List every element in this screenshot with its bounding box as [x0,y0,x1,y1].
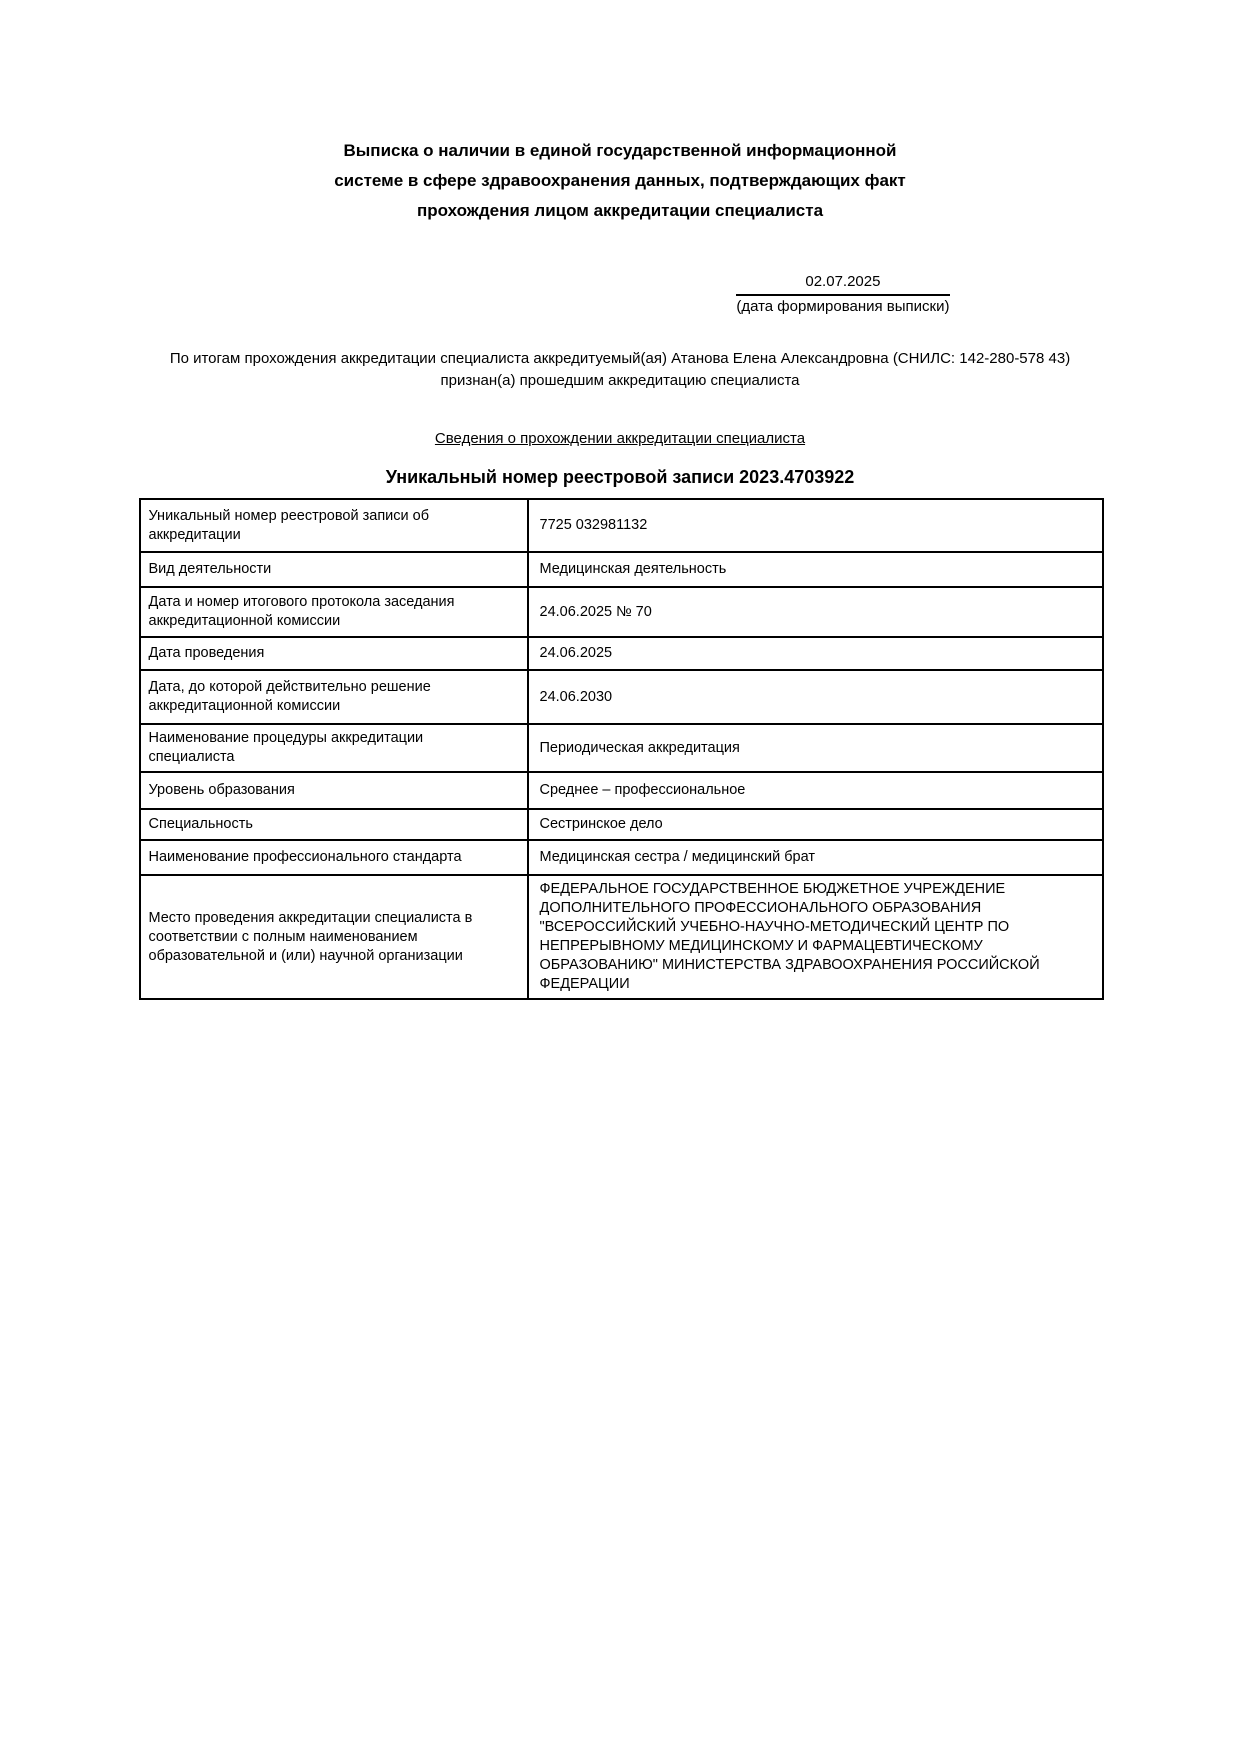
row-label-cell: Наименование профессионального стандарта [140,840,528,875]
row-value-cell: Среднее – профессиональное [528,772,1103,809]
table-row [140,840,1103,875]
formation-date-block [736,272,949,317]
accreditation-table [139,498,1104,1000]
table-row [140,809,1103,840]
table-row [140,670,1103,724]
document-title-line-3: прохождения лицом аккредитации специалиста [416,201,824,220]
accreditation-table-body [140,499,1103,999]
row-value-cell: Сестринское дело [528,809,1103,840]
document-content [139,136,1102,1000]
row-label-cell: Место проведения аккредитации специалиста в соответствии с полным наименованием образовательной и (или) научной организации [140,875,528,999]
row-label-cell: Уровень образования [140,772,528,809]
formation-date-value: 02.07.2025 [736,272,949,296]
row-value-cell: Медицинская деятельность [528,552,1103,587]
table-row [140,587,1103,637]
accreditation-summary: По итогам прохождения аккредитации специалиста аккредитуемый(ая) Атанова Елена Александровна (СНИЛС: 142-280-578 43) признан(а) прошедшим аккредитацию специалиста [169,350,1071,389]
row-value-cell: 24.06.2025 № 70 [528,587,1103,637]
row-value-cell: Медицинская сестра / медицинский брат [528,840,1103,875]
row-label-cell: Дата и номер итогового протокола заседания аккредитационной комиссии [140,587,528,637]
document-title [139,136,1102,226]
document-title-line-2: системе в сфере здравоохранения данных, подтверждающих факт [334,171,906,190]
row-label-cell: Наименование процедуры аккредитации специалиста [140,724,528,772]
document-title-line-1: Выписка о наличии в единой государственной информационной [343,141,897,160]
section-heading: Сведения о прохождении аккредитации специалиста [434,430,806,447]
formation-date-caption: (дата формирования выписки) [736,298,950,315]
row-value-cell: 24.06.2030 [528,670,1103,724]
table-row [140,772,1103,809]
row-label-cell: Уникальный номер реестровой записи об аккредитации [140,499,528,552]
registry-number-heading: Уникальный номер реестровой записи 2023.4703922 [385,467,855,487]
row-label-cell: Специальность [140,809,528,840]
table-row [140,499,1103,552]
row-value-cell: 24.06.2025 [528,637,1103,670]
row-label-cell: Вид деятельности [140,552,528,587]
table-row [140,724,1103,772]
row-label-cell: Дата, до которой действительно решение аккредитационной комиссии [140,670,528,724]
table-row [140,875,1103,999]
row-label-cell: Дата проведения [140,637,528,670]
row-value-cell: 7725 032981132 [528,499,1103,552]
row-value-cell: Периодическая аккредитация [528,724,1103,772]
table-row [140,637,1103,670]
row-value-cell: ФЕДЕРАЛЬНОЕ ГОСУДАРСТВЕННОЕ БЮДЖЕТНОЕ УЧРЕЖДЕНИЕ ДОПОЛНИТЕЛЬНОГО ПРОФЕССИОНАЛЬНОГО ОБРАЗОВАНИЯ "ВСЕРОССИЙСКИЙ УЧЕБНО-НАУЧНО-МЕТОДИЧЕСКИЙ ЦЕНТР ПО НЕПРЕРЫВНОМУ МЕДИЦИНСКОМУ И ФАРМАЦЕВТИЧЕСКОМУ ОБРАЗОВАНИЮ" МИНИСТЕРСТВА ЗДРАВООХРАНЕНИЯ РОССИЙСКОЙ ФЕДЕРАЦИИ [528,875,1103,999]
table-row [140,552,1103,587]
